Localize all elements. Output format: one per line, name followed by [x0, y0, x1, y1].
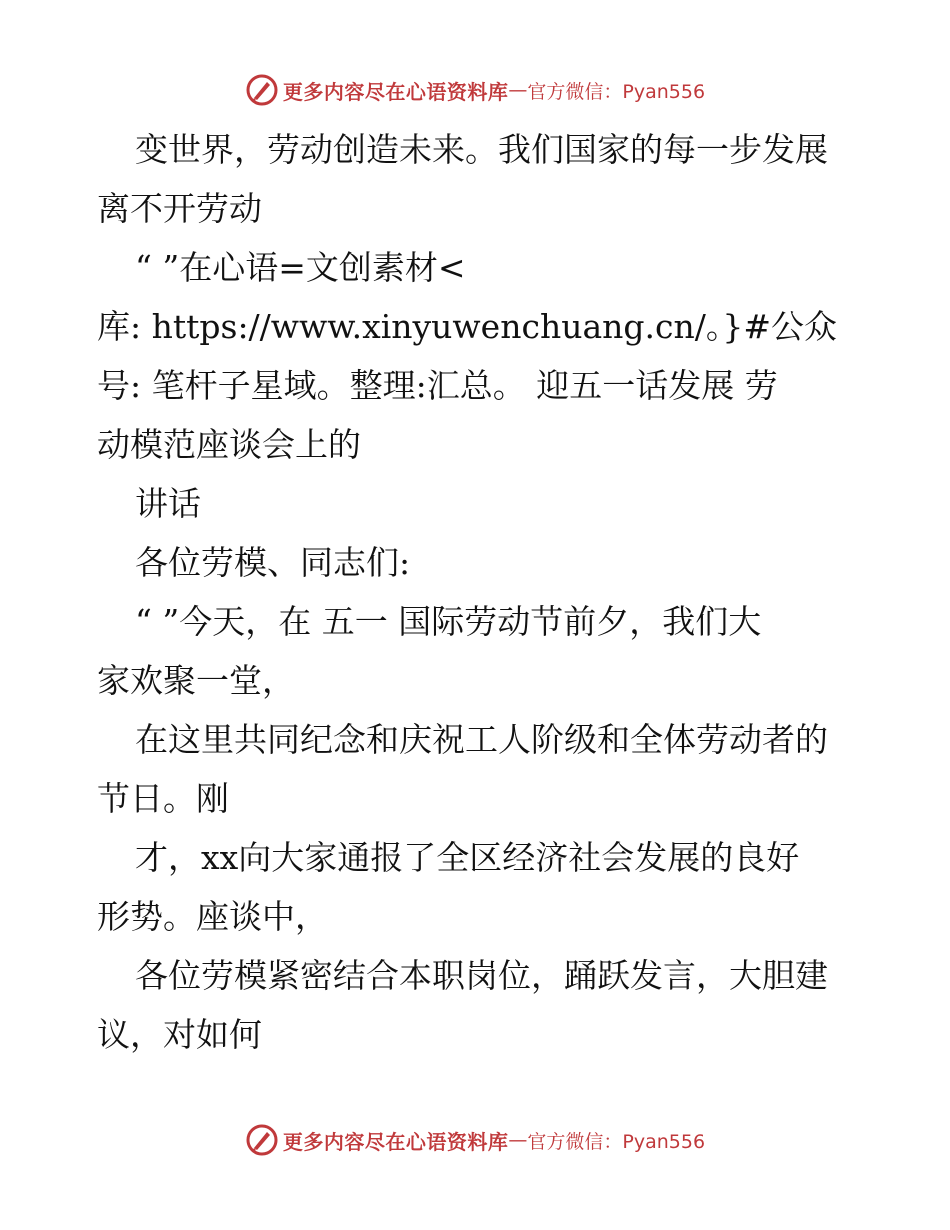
banner-main-text: 更多内容尽在心语资料库 [282, 1129, 509, 1154]
text-line: 家欢聚一堂， [97, 661, 295, 700]
banner-dash: — [508, 79, 528, 101]
banner-dash: — [508, 1129, 528, 1151]
header-banner [0, 70, 950, 110]
text-line: 在这里共同纪念和庆祝工人阶级和全体劳动者的 [135, 720, 828, 759]
text-line: “ ”在心语=文创素材< [135, 248, 466, 287]
quill-logo-icon [245, 1123, 279, 1157]
quill-logo-icon [245, 73, 279, 107]
banner-main-text: 更多内容尽在心语资料库 [282, 79, 509, 104]
text-line: 各位劳模紧密结合本职岗位，踊跃发言，大胆建 [135, 956, 828, 995]
banner-wechat-text: 官方微信：Pyan556 [527, 80, 706, 103]
text-line: “ ”今天，在 五一 国际劳动节前夕，我们大 [135, 602, 762, 641]
text-line: 节日。刚 [97, 779, 229, 818]
text-line: 号: 笔杆子星域。整理:汇总。 迎五一话发展 劳 [97, 366, 778, 405]
text-line: 议，对如何 [97, 1015, 262, 1054]
banner-wechat-text: 官方微信：Pyan556 [527, 1130, 706, 1153]
text-line: 动模范座谈会上的 [97, 425, 361, 464]
text-line: 离不开劳动 [97, 189, 262, 228]
text-line: 变世界，劳动创造未来。我们国家的每一步发展 [135, 130, 828, 169]
text-line: 才，xx向大家通报了全区经济社会发展的良好 [135, 838, 800, 877]
text-line: 各位劳模、同志们: [135, 543, 411, 582]
document-body [97, 120, 857, 1064]
text-line: 讲话 [135, 484, 201, 523]
text-line: 库: https://www.xinyuwenchuang.cn/。}#公众 [97, 307, 837, 346]
footer-banner [0, 1120, 950, 1160]
text-line: 形势。座谈中， [97, 897, 328, 936]
